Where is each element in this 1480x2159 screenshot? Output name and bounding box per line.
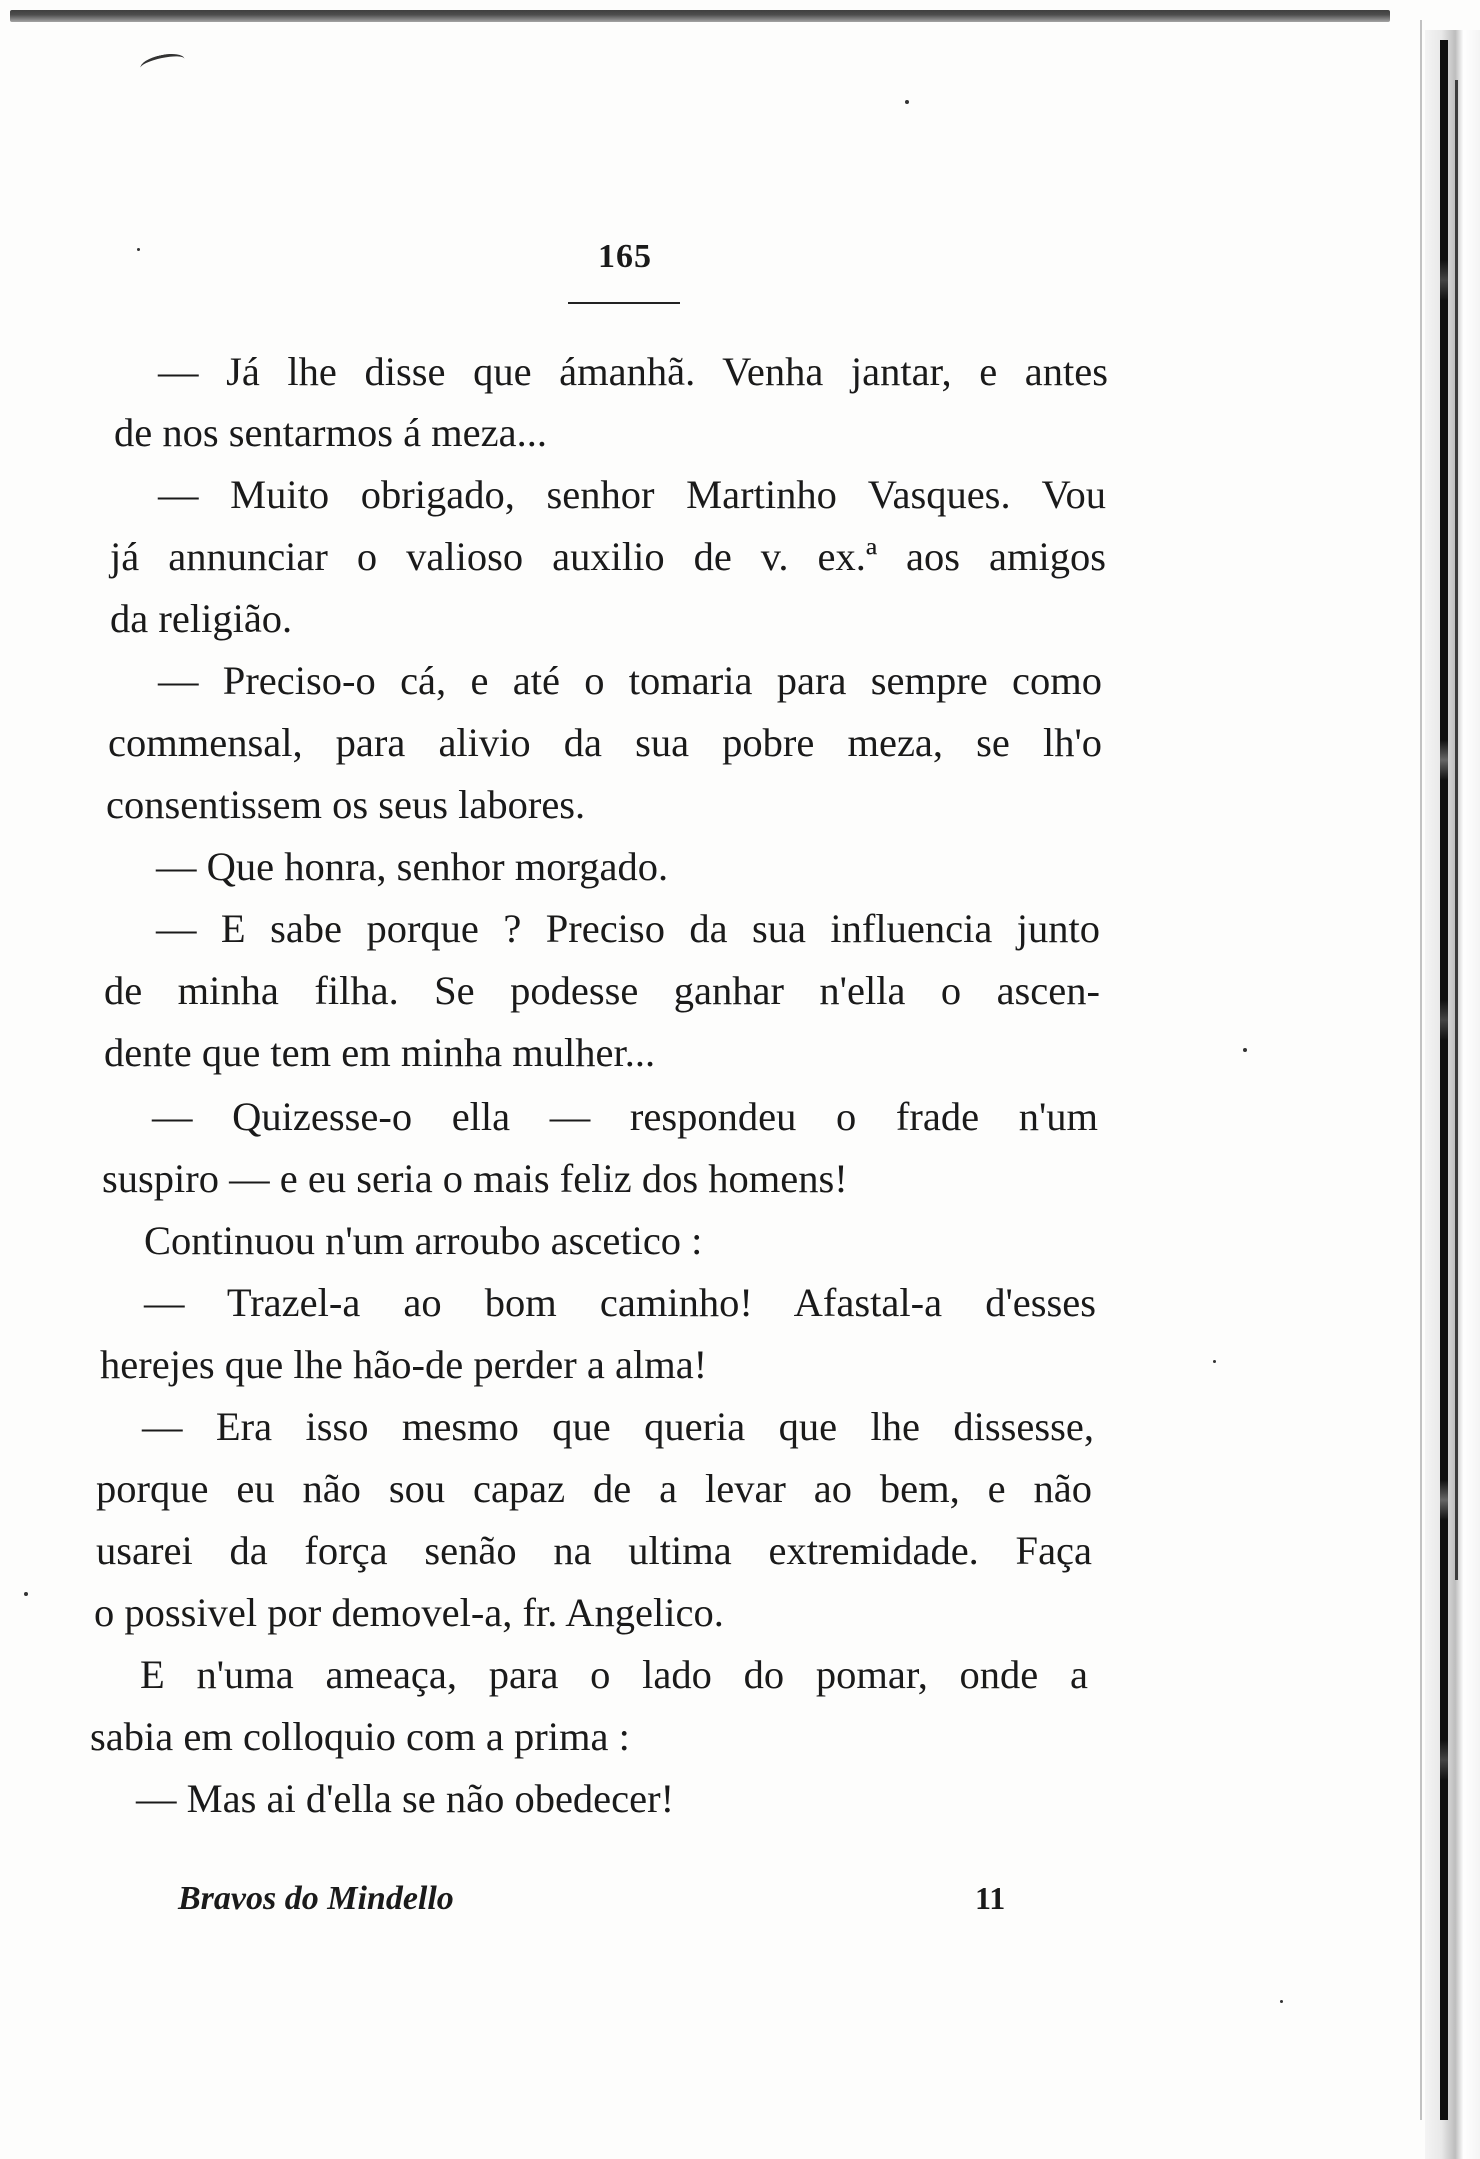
scan-speck — [905, 100, 909, 104]
footer-signature-mark: 11 — [975, 1880, 1006, 1916]
text-line: — Mas ai d'ella se não obedecer! — [136, 1776, 675, 1821]
footer-book-title: Bravos do Mindello — [178, 1880, 454, 1917]
scan-speck — [137, 248, 140, 251]
text-line: — Trazel-a ao bom caminho! Afastal-a d'esses — [144, 1280, 1096, 1325]
scan-speck — [1280, 2000, 1283, 2003]
binding-shadow-inner — [1455, 80, 1458, 1580]
text-line: o possivel por demovel-a, fr. Angelico. — [94, 1590, 724, 1635]
text-line: consentissem os seus labores. — [106, 782, 586, 827]
text-line: Continuou n'um arroubo ascetico : — [144, 1218, 703, 1263]
scan-mark — [139, 51, 187, 77]
text-line: porque eu não sou capaz de a levar ao bem, e não — [96, 1466, 1092, 1511]
page-number: 165 — [598, 238, 652, 275]
binding-edge — [1420, 20, 1422, 2120]
text-line: suspiro — e eu seria o mais feliz dos homens! — [102, 1156, 848, 1201]
scan-speck — [24, 1592, 28, 1596]
text-line: da religião. — [110, 596, 293, 641]
text-line: commensal, para alivio da sua pobre meza, se lh'o — [108, 720, 1102, 765]
text-line: já annunciar o valioso auxilio de v. ex.ª aos amigos — [110, 534, 1106, 579]
text-line: E n'uma ameaça, para o lado do pomar, onde a — [140, 1652, 1088, 1697]
text-line: herejes que lhe hão-de perder a alma! — [100, 1342, 708, 1387]
text-line: de nos sentarmos á meza... — [114, 410, 547, 455]
scan-top-edge — [10, 10, 1390, 22]
page-number-underline — [568, 302, 680, 304]
text-line: de minha filha. Se podesse ganhar n'ella o ascen- — [104, 968, 1100, 1013]
scan-speck — [1243, 1048, 1247, 1052]
text-line: — Preciso-o cá, e até o tomaria para sempre como — [158, 658, 1102, 703]
scan-speck — [1213, 1360, 1216, 1363]
text-line: — Já lhe disse que ámanhã. Venha jantar, e antes — [158, 349, 1108, 394]
text-line: sabia em colloquio com a prima : — [90, 1714, 630, 1759]
text-line: — Muito obrigado, senhor Martinho Vasques. Vou — [158, 472, 1106, 517]
text-line: — Que honra, senhor morgado. — [156, 844, 669, 889]
text-line: — Quizesse-o ella — respondeu o frade n'um — [152, 1094, 1098, 1139]
text-line: usarei da força senão na ultima extremidade. Faça — [96, 1528, 1092, 1573]
book-binding — [1425, 30, 1480, 2159]
text-line: dente que tem em minha mulher... — [104, 1030, 656, 1075]
text-line: — E sabe porque ? Preciso da sua influencia junto — [156, 906, 1100, 951]
binding-shadow — [1440, 40, 1448, 2120]
text-line: — Era isso mesmo que queria que lhe dissesse, — [142, 1404, 1094, 1449]
